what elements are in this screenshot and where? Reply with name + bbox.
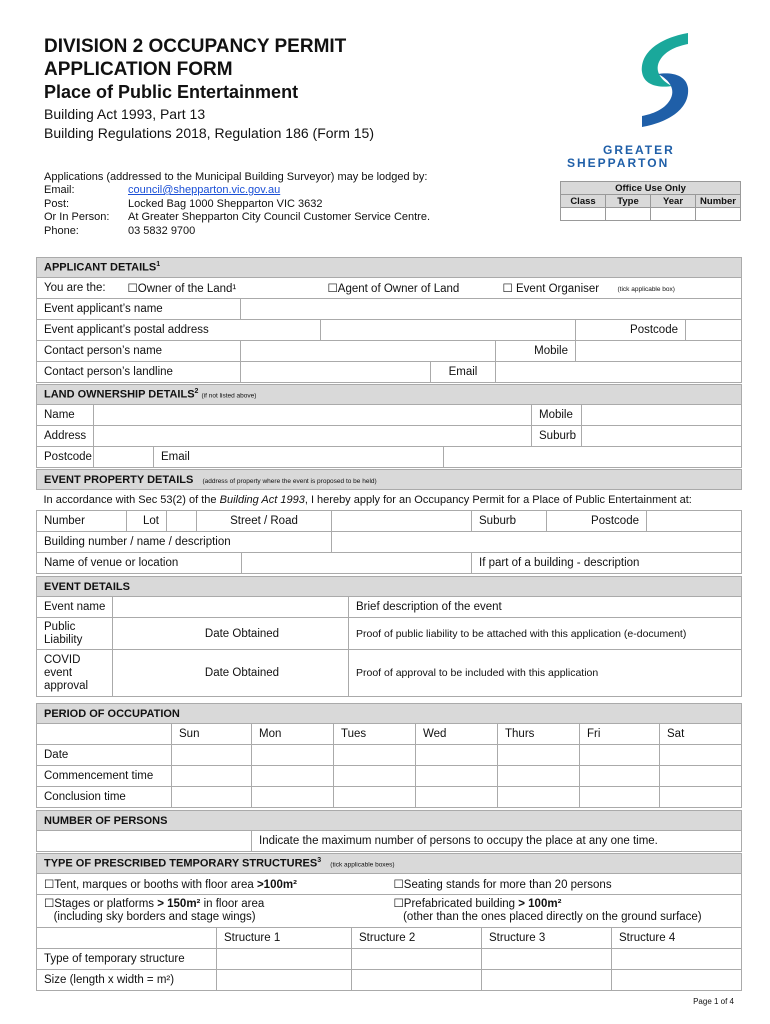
tick-applicable-note: (tick applicable box) bbox=[611, 278, 667, 299]
structure-size-input[interactable] bbox=[352, 970, 482, 991]
structure-4-header: Structure 4 bbox=[612, 928, 742, 949]
event-organiser-checkbox[interactable]: ☐ Event Organiser bbox=[496, 278, 686, 299]
greater-shepparton-logo-icon bbox=[630, 30, 700, 130]
landline-input[interactable] bbox=[241, 362, 431, 383]
in-person-location: At Greater Shepparton City Council Customer Service Centre. bbox=[128, 211, 431, 223]
owner-postcode-label: Postcode bbox=[37, 447, 94, 468]
persons-heading: NUMBER OF PERSONS bbox=[37, 811, 742, 831]
venue-name-input[interactable] bbox=[242, 553, 472, 574]
structure-size-input[interactable] bbox=[217, 970, 352, 991]
commencement-input[interactable] bbox=[334, 766, 416, 787]
building-act: Building Act 1993, Part 13 bbox=[44, 106, 206, 122]
date-input[interactable] bbox=[580, 745, 660, 766]
date-input[interactable] bbox=[172, 745, 252, 766]
phone-label: Phone: bbox=[44, 225, 79, 237]
day-fri: Fri bbox=[580, 724, 660, 745]
structure-type-input[interactable] bbox=[352, 949, 482, 970]
conclusion-row-label: Conclusion time bbox=[37, 787, 172, 808]
event-property-heading: EVENT PROPERTY DETAILS (address of property where the event is proposed to be held) bbox=[37, 470, 742, 490]
structure-type-input[interactable] bbox=[217, 949, 352, 970]
structure-size-input[interactable] bbox=[612, 970, 742, 991]
day-mon: Mon bbox=[252, 724, 334, 745]
day-tues: Tues bbox=[334, 724, 416, 745]
brief-description-label: Brief description of the event bbox=[349, 597, 742, 618]
conclusion-input[interactable] bbox=[580, 787, 660, 808]
conclusion-input[interactable] bbox=[172, 787, 252, 808]
logo-text-greater: GREATER bbox=[603, 143, 675, 157]
building-regulations: Building Regulations 2018, Regulation 186 (Form 15) bbox=[44, 125, 374, 141]
office-use-table bbox=[560, 181, 741, 221]
seating-stands-checkbox[interactable]: ☐Seating stands for more than 20 persons bbox=[387, 874, 647, 895]
contact-person-label: Contact person’s name bbox=[37, 341, 241, 362]
structure-type-label: Type of temporary structure bbox=[37, 949, 217, 970]
office-col-class: Class bbox=[561, 195, 606, 208]
property-lot-label: Lot bbox=[127, 511, 167, 532]
owner-suburb-label: Suburb bbox=[532, 426, 582, 447]
commencement-row-label: Commencement time bbox=[37, 766, 172, 787]
owner-of-land-checkbox[interactable]: ☐Owner of the Land¹ bbox=[121, 278, 321, 299]
owner-mobile-input[interactable] bbox=[582, 405, 742, 426]
day-sat: Sat bbox=[660, 724, 742, 745]
event-applicant-name-input[interactable] bbox=[241, 299, 742, 320]
email-label: Email: bbox=[44, 184, 75, 196]
event-details-section bbox=[36, 576, 742, 697]
covid-date-obtained-label: Date Obtained bbox=[113, 650, 349, 697]
office-class-field[interactable] bbox=[561, 208, 606, 221]
street-road-input[interactable] bbox=[332, 511, 472, 532]
property-number-label: Number bbox=[37, 511, 127, 532]
public-liability-label: Public Liability bbox=[37, 618, 113, 650]
structures-heading: TYPE OF PRESCRIBED TEMPORARY STRUCTURES$^3$ (tick applicable boxes) bbox=[37, 854, 742, 874]
office-col-year: Year bbox=[651, 195, 696, 208]
owner-address-label: Address bbox=[37, 426, 94, 447]
owner-mobile-label: Mobile bbox=[532, 405, 582, 426]
property-lot-input[interactable] bbox=[167, 511, 197, 532]
office-type-field[interactable] bbox=[606, 208, 651, 221]
logo-text-shepparton: SHEPPARTON bbox=[567, 156, 670, 170]
owner-postcode-input[interactable] bbox=[94, 447, 154, 468]
part-of-building-label: If part of a building - description bbox=[472, 553, 742, 574]
event-name-input[interactable] bbox=[113, 597, 349, 618]
applicant-heading: APPLICANT DETAILS$^1$ bbox=[37, 258, 742, 278]
postcode-input[interactable] bbox=[686, 320, 742, 341]
structure-3-header: Structure 3 bbox=[482, 928, 612, 949]
structure-size-label: Size (length x width = m²) bbox=[37, 970, 217, 991]
post-address: Locked Bag 1000 Shepparton VIC 3632 bbox=[128, 198, 323, 210]
event-details-heading: EVENT DETAILS bbox=[37, 577, 742, 597]
in-person-label: Or In Person: bbox=[44, 211, 110, 223]
postal-address-label: Event applicant’s postal address bbox=[37, 320, 321, 341]
mobile-input[interactable] bbox=[576, 341, 742, 362]
event-name-label: Event name bbox=[37, 597, 113, 618]
date-input[interactable] bbox=[660, 745, 742, 766]
conclusion-input[interactable] bbox=[660, 787, 742, 808]
agent-of-owner-checkbox[interactable]: ☐Agent of Owner of Land bbox=[321, 278, 496, 299]
owner-email-label: Email bbox=[154, 447, 444, 468]
date-input[interactable] bbox=[498, 745, 580, 766]
email-field-label: Email bbox=[431, 362, 496, 383]
council-email-link[interactable]: council@shepparton.vic.gov.au bbox=[128, 184, 281, 196]
owner-name-input[interactable] bbox=[94, 405, 532, 426]
contact-person-input[interactable] bbox=[241, 341, 496, 362]
page-number: Page 1 of 4 bbox=[693, 997, 734, 1006]
landline-label: Contact person’s landline bbox=[37, 362, 241, 383]
office-number-field[interactable] bbox=[696, 208, 741, 221]
day-sun: Sun bbox=[172, 724, 252, 745]
form-title-line1: DIVISION 2 OCCUPANCY PERMIT bbox=[44, 36, 347, 57]
conclusion-input[interactable] bbox=[416, 787, 498, 808]
owner-email-input[interactable] bbox=[444, 447, 742, 468]
date-input[interactable] bbox=[252, 745, 334, 766]
commencement-input[interactable] bbox=[252, 766, 334, 787]
commencement-input[interactable] bbox=[172, 766, 252, 787]
structure-corner-cell bbox=[37, 928, 217, 949]
commencement-input[interactable] bbox=[580, 766, 660, 787]
period-of-occupation-section bbox=[36, 703, 742, 808]
structure-2-header: Structure 2 bbox=[352, 928, 482, 949]
form-title-line2: APPLICATION FORM bbox=[44, 59, 233, 80]
office-year-field[interactable] bbox=[651, 208, 696, 221]
period-heading: PERIOD OF OCCUPATION bbox=[37, 704, 742, 724]
property-postcode-label: Postcode bbox=[547, 511, 647, 532]
persons-instruction: Indicate the maximum number of persons to occupy the place at any one time. bbox=[252, 831, 742, 852]
day-wed: Wed bbox=[416, 724, 498, 745]
applicant-details-section bbox=[36, 257, 742, 383]
owner-name-label: Name bbox=[37, 405, 94, 426]
office-use-title: Office Use Only bbox=[561, 182, 741, 195]
land-ownership-heading: LAND OWNERSHIP DETAILS$^2$ (if not listed above) bbox=[37, 385, 742, 405]
covid-approval-label: COVID event approval bbox=[37, 650, 113, 697]
email-input[interactable] bbox=[496, 362, 742, 383]
phone-number: 03 5832 9700 bbox=[128, 225, 196, 237]
lodge-intro: Applications (addressed to the Municipal Building Surveyor) may be lodged by: bbox=[44, 171, 428, 183]
owner-address-input[interactable] bbox=[94, 426, 532, 447]
commencement-input[interactable] bbox=[660, 766, 742, 787]
conclusion-input[interactable] bbox=[252, 787, 334, 808]
tent-checkbox[interactable]: ☐Tent, marques or booths with floor area >100m² bbox=[37, 874, 482, 895]
period-corner-cell bbox=[37, 724, 172, 745]
postcode-label: Postcode bbox=[576, 320, 686, 341]
owner-suburb-input[interactable] bbox=[582, 426, 742, 447]
day-thurs: Thurs bbox=[498, 724, 580, 745]
structure-type-input[interactable] bbox=[482, 949, 612, 970]
structure-type-input[interactable] bbox=[612, 949, 742, 970]
number-of-persons-section bbox=[36, 810, 742, 852]
conclusion-input[interactable] bbox=[334, 787, 416, 808]
event-applicant-name-label: Event applicant’s name bbox=[37, 299, 241, 320]
street-road-label: Street / Road bbox=[197, 511, 332, 532]
venue-name-label: Name of venue or location bbox=[37, 553, 242, 574]
conclusion-input[interactable] bbox=[498, 787, 580, 808]
property-suburb-label: Suburb bbox=[472, 511, 547, 532]
commencement-input[interactable] bbox=[498, 766, 580, 787]
persons-count-input[interactable] bbox=[37, 831, 252, 852]
stages-checkbox[interactable]: ☐Stages or platforms > 150m² in floor area (including sky borders and stage wings) bbox=[37, 895, 482, 928]
property-postcode-input[interactable] bbox=[647, 511, 742, 532]
temporary-structures-section bbox=[36, 853, 742, 991]
covid-proof-note: Proof of approval to be included with this application bbox=[349, 650, 742, 697]
postal-address-input[interactable] bbox=[321, 320, 576, 341]
date-row-label: Date bbox=[37, 745, 172, 766]
prefabricated-building-checkbox[interactable]: ☐Prefabricated building > 100m² (other than the ones placed directly on the ground surface) bbox=[387, 895, 647, 928]
land-ownership-section bbox=[36, 384, 742, 468]
building-description-input[interactable] bbox=[332, 532, 742, 553]
date-input[interactable] bbox=[416, 745, 498, 766]
post-label: Post: bbox=[44, 198, 70, 210]
you-are-label: You are the: bbox=[37, 278, 121, 299]
commencement-input[interactable] bbox=[416, 766, 498, 787]
office-col-type: Type bbox=[606, 195, 651, 208]
pl-proof-note: Proof of public liability to be attached with this application (e-document) bbox=[349, 618, 742, 650]
structure-size-input[interactable] bbox=[482, 970, 612, 991]
structure-1-header: Structure 1 bbox=[217, 928, 352, 949]
building-description-label: Building number / name / description bbox=[37, 532, 332, 553]
pl-date-obtained-label: Date Obtained bbox=[113, 618, 349, 650]
form-subtitle: Place of Public Entertainment bbox=[44, 82, 299, 102]
date-input[interactable] bbox=[334, 745, 416, 766]
event-property-section bbox=[36, 469, 742, 574]
accordance-statement: In accordance with Sec 53(2) of the Building Act 1993, I hereby apply for an Occupancy Permit for a Place of Public Entertainment at: bbox=[37, 490, 742, 511]
mobile-label: Mobile bbox=[496, 341, 576, 362]
office-col-number: Number bbox=[696, 195, 741, 208]
